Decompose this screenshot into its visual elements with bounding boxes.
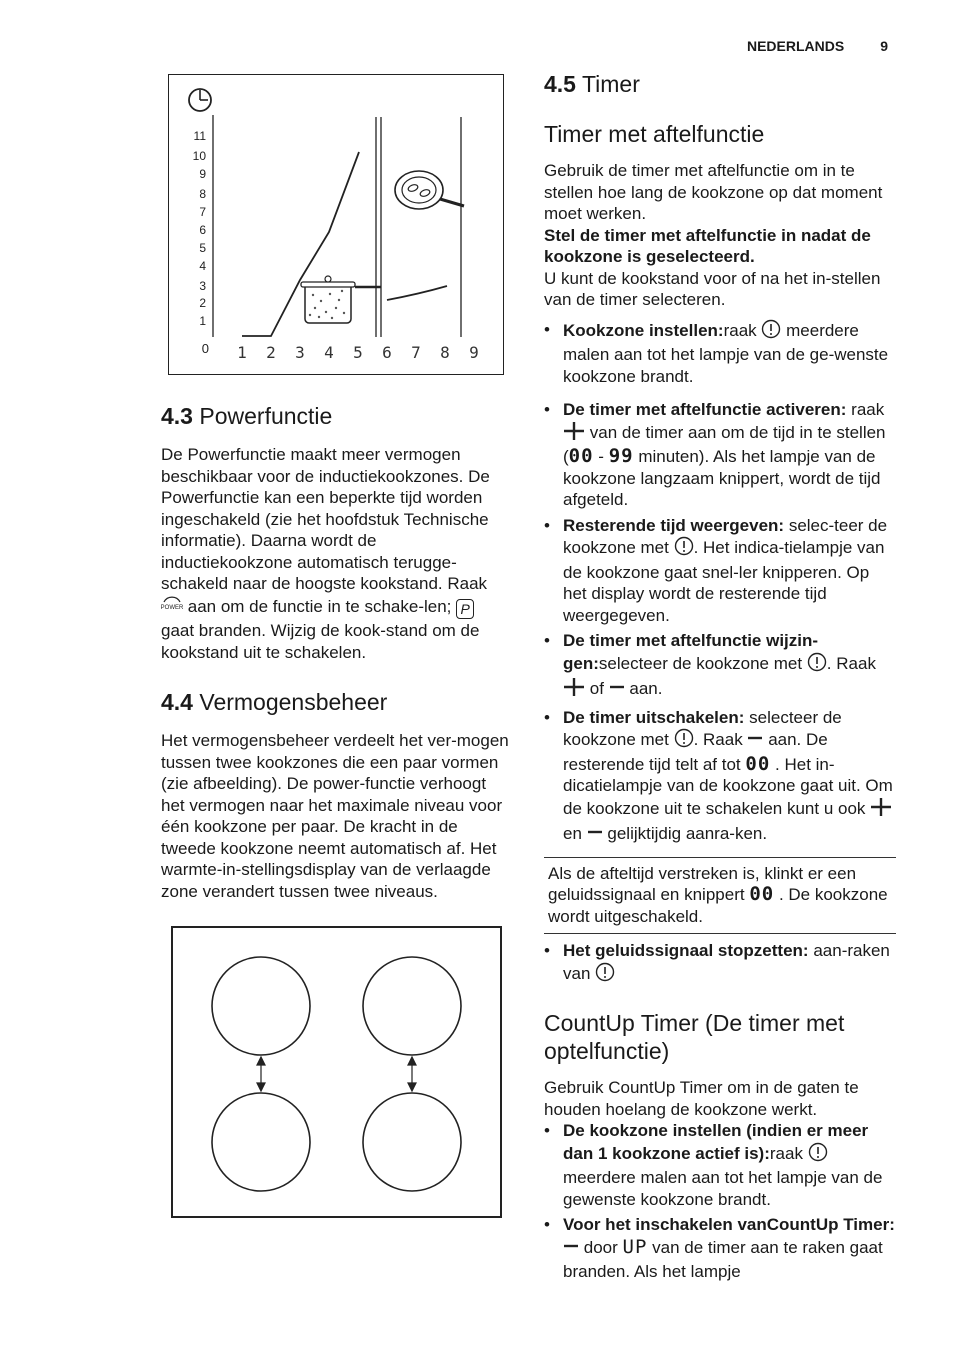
cooking-zone [363, 957, 461, 1055]
low-curve [387, 286, 447, 300]
body-text: Het vermogensbeheer verdeelt het ver-mogen tussen twee kookzones die een paar vormen (zie afbeelding). De power-functie verhoogt het vermogen naar het maximale niveau voor één kookzone per paar. De kracht in de tweede kookzone neemt automatisch af. Het warmte-in-stellingsdisplay van de verlaagde zone verandert tussen twee niveaus. [161, 731, 509, 901]
pair-arrow [408, 1057, 416, 1091]
zero-label: 0 [201, 341, 209, 356]
x-tick: 7 [411, 343, 421, 362]
cooking-zone [212, 957, 310, 1055]
section-heading: 4.4 Vermogensbeheer [161, 689, 388, 715]
section-heading: 4.3 Powerfunctie [161, 403, 333, 429]
svg-text:POWER: POWER [161, 604, 183, 611]
plus-icon [870, 797, 892, 823]
y-tick: 10 [192, 149, 206, 163]
timer-icon [674, 536, 694, 562]
y-tick: 6 [199, 223, 206, 237]
intro-text-2: U kunt de kookstand voor of na het in-stellen van de timer selecteren. [544, 268, 881, 309]
intro-text: Gebruik de timer met aftelfunctie om in te stellen hoe lang de kookzone op dat moment moet werken. [544, 161, 883, 223]
up-icon: UP [622, 1235, 648, 1258]
y-tick: 11 [193, 129, 206, 143]
p-symbol-icon: P [456, 599, 474, 619]
cooking-zones-figure [171, 926, 502, 1218]
x-tick: 3 [295, 343, 305, 362]
list-item: • De timer met aftelfunctie activeren: raak van de timer aan om de tijd in te stellen (00 - 99 minuten). Als het lampje van de kookzone langzaam knippert, wordt de tijd afgeteld. [544, 399, 896, 511]
x-tick: 6 [382, 343, 392, 362]
minus-icon [747, 728, 763, 754]
subheading-countdown: Timer met aftelfunctie [544, 121, 765, 147]
y-tick: 8 [199, 187, 206, 201]
display-00: 00 [568, 445, 594, 467]
display-99: 99 [608, 445, 634, 467]
plus-icon [563, 677, 585, 703]
timer-icon [595, 962, 615, 988]
info-note: Als de afteltijd verstreken is, klinkt er een geluidssignaal en knippert 00 . De kookzone wordt uitgeschakeld. [544, 857, 896, 935]
list-item: • Resterende tijd weergeven: selec-teer de kookzone met . Het indica-tielampje van de kookzone gaat snel-ler knipperen. Op het display wordt de resterende tijd weergegeven. [544, 515, 896, 627]
page-number: 9 [880, 38, 888, 54]
pot-icon [301, 276, 381, 323]
minus-icon [609, 677, 625, 703]
x-tick: 9 [469, 343, 479, 362]
sound-steps [544, 940, 896, 987]
power-graph [169, 75, 502, 373]
list-item: • Voor het inschakelen vanCountUp Timer: door UP van de timer aan te raken gaat branden. Als het lampje [544, 1214, 896, 1283]
list-item: • Kookzone instellen:raak meerdere malen aan tot het lampje van de ge-wenste kookzone brandt. [544, 319, 896, 388]
timer-icon [808, 1142, 828, 1168]
timer-icon [807, 652, 827, 678]
minus-icon [587, 822, 603, 848]
power-icon [161, 595, 183, 621]
cooking-zone [212, 1093, 310, 1191]
x-tick: 4 [324, 343, 334, 362]
header-section: NEDERLANDS [746, 38, 845, 54]
section-4-3 [161, 402, 511, 663]
section-heading: 4.5 Timer [544, 71, 640, 97]
y-tick: 2 [199, 296, 206, 310]
subheading-countup: CountUp Timer (De timer met optelfunctie) [544, 1010, 845, 1064]
y-tick: 4 [199, 259, 206, 273]
minus-icon [563, 1236, 579, 1262]
x-tick: 8 [440, 343, 450, 362]
y-tick: 1 [199, 314, 206, 328]
pan-icon [395, 171, 464, 209]
section-4-4 [161, 688, 511, 902]
y-tick: 3 [199, 279, 206, 293]
section-4-5 [544, 70, 896, 1283]
power-graph-figure [168, 74, 504, 375]
y-tick: 9 [199, 167, 206, 181]
timer-steps [544, 319, 896, 848]
y-tick: 5 [199, 241, 206, 255]
x-tick: 1 [237, 343, 247, 362]
list-item: • Het geluidssignaal stopzetten: aan-raken van [544, 940, 896, 987]
x-tick: 5 [353, 343, 363, 362]
timer-icon [674, 728, 694, 754]
plus-icon [563, 421, 585, 447]
page-header [747, 38, 888, 54]
list-item: • De kookzone instellen (indien er meer dan 1 kookzone actief is):raak meerdere malen aan tot het lampje van de gewenste kookzone brandt. [544, 1120, 896, 1210]
list-item: • De timer uitschakelen: selecteer de kookzone met . Raak aan. De resterende tijd telt af tot 00 . Het in-dicatielampje van de kookzone gaat uit. Om de kookzone uit te schakelen kunt u ook en gelijktijdig aanra-ken. [544, 707, 896, 848]
y-tick: 7 [199, 205, 206, 219]
x-tick: 2 [266, 343, 276, 362]
timer-icon [761, 319, 781, 345]
cooking-zones-diagram [173, 928, 500, 1216]
countup-intro: Gebruik CountUp Timer om in de gaten te houden hoelang de kookzone werkt. [544, 1078, 859, 1119]
clock-icon [189, 89, 211, 111]
display-00: 00 [749, 883, 775, 905]
display-00: 00 [745, 752, 771, 775]
body-text: De Powerfunctie maakt meer vermogen beschikbaar voor de inductiekookzones. De Powerfunctie kan een beperkte tijd worden ingeschakeld (zie het hoofdstuk Technische informatie). Daarna wordt de inductiekookzone automatisch terugge-schakeld naar de hoogste kookstand. Raak POWER aan om de functie in te schake-len; P gaat branden. Wijzig de kook-stand om de kookstand uit te schakelen. [161, 445, 490, 662]
intro-bold: Stel de timer met aftelfunctie in nadat de kookzone is geselecteerd. [544, 225, 871, 266]
pair-arrow [257, 1057, 265, 1091]
list-item: • De timer met aftelfunctie wijzin-gen:selecteer de kookzone met . Raak of aan. [544, 630, 896, 703]
cooking-zone [363, 1093, 461, 1191]
countup-steps [544, 1120, 896, 1283]
